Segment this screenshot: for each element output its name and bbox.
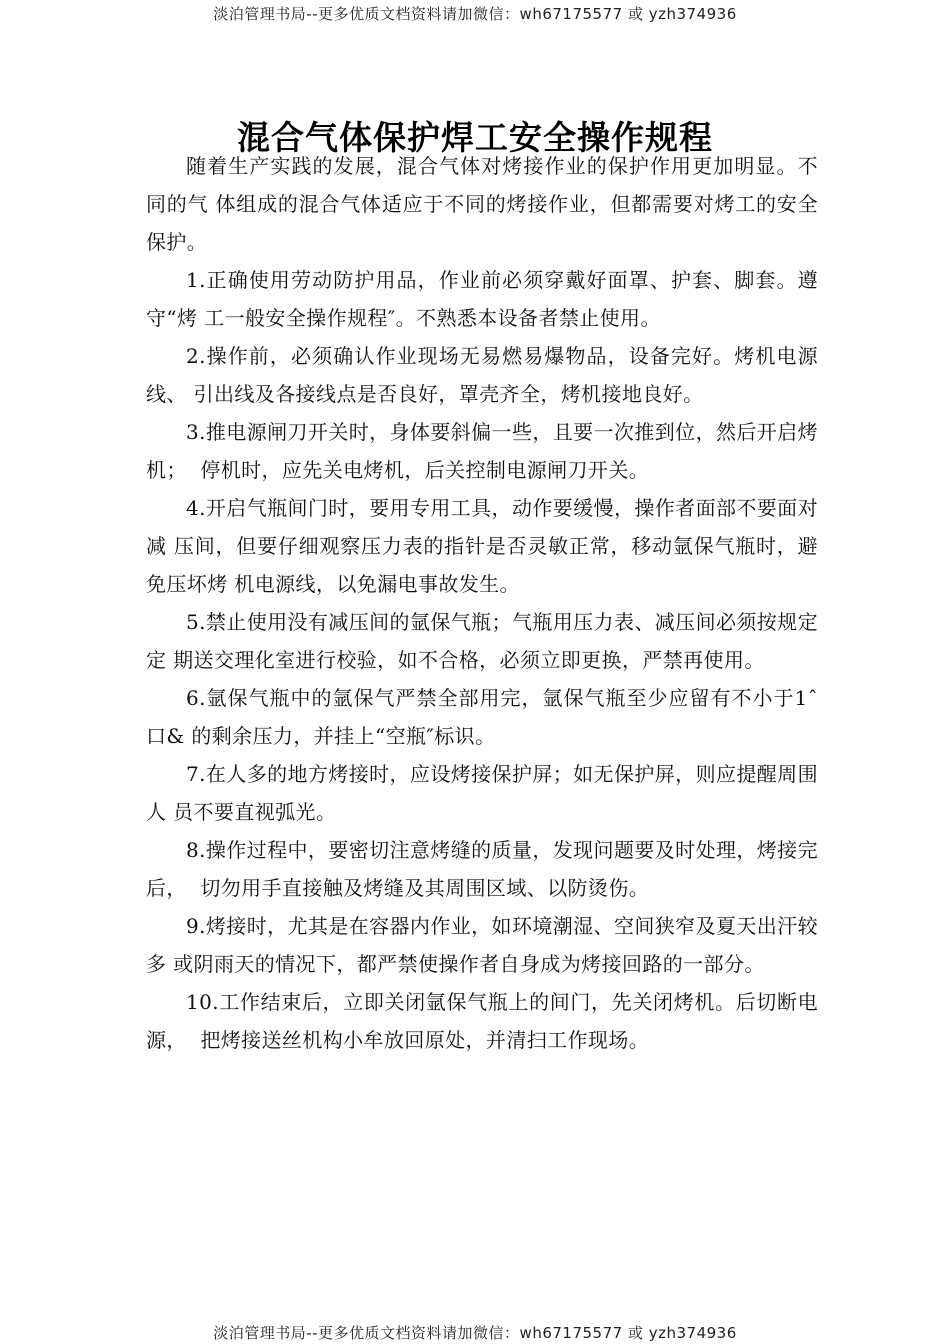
rule-10-paragraph: 10.工作结束后，立即关闭氩保气瓶上的间门，先关闭烤机。后切断电源， 把烤接送丝机构小牟放回原处，并清扫工作现场。 [146, 990, 818, 1052]
rule-2-paragraph: 2.操作前，必须确认作业现场无易燃易爆物品，设备完好。烤机电源线、 引出线及各接线点是否良好，罩壳齐全，烤机接地良好。 [146, 344, 818, 406]
rule-9-paragraph: 9.烤接时，尤其是在容器内作业，如环境潮湿、空间狭窄及夏天出汗较多 或阴雨天的情况下，都严禁使操作者自身成为烤接回路的一部分。 [146, 914, 818, 976]
rule-8-paragraph: 8.操作过程中，要密切注意烤缝的质量，发现问题要及时处理，烤接完后， 切勿用手直接触及烤缝及其周围区域、以防烫伤。 [146, 838, 818, 900]
document-body [146, 147, 818, 1059]
rule-6-paragraph: 6.氩保气瓶中的氩保气严禁全部用完，氩保气瓶至少应留有不小于1ˆ口& 的剩余压力，并挂上“空瓶″标识。 [146, 686, 818, 748]
page-header: 淡泊管理书局--更多优质文档资料请加微信：wh67175577 或 yzh374936 [213, 5, 737, 23]
intro-paragraph: 随着生产实践的发展，混合气体对烤接作业的保护作用更加明显。不同的气 体组成的混合气体适应于不同的烤接作业，但都需要对烤工的安全保护。 [146, 154, 818, 254]
page-footer: 淡泊管理书局--更多优质文档资料请加微信：wh67175577 或 yzh374936 [213, 1324, 737, 1342]
rule-1-paragraph: 1.正确使用劳动防护用品，作业前必须穿戴好面罩、护套、脚套。遵守“烤 工一般安全操作规程″。不熟悉本设备者禁止使用。 [146, 268, 818, 330]
document-title: 混合气体保护焊工安全操作规程 [237, 118, 713, 158]
rule-7-paragraph: 7.在人多的地方烤接时，应设烤接保护屏；如无保护屏，则应提醒周围人 员不要直视弧光。 [146, 762, 818, 824]
rule-4-paragraph: 4.开启气瓶间门时，要用专用工具，动作要缓慢，操作者面部不要面对减 压间，但要仔细观察压力表的指针是否灵敏正常，移动氩保气瓶时，避免压坏烤 机电源线，以免漏电事故发生。 [146, 496, 818, 596]
rule-5-paragraph: 5.禁止使用没有减压间的氩保气瓶；气瓶用压力表、减压间必须按规定定 期送交理化室进行校验，如不合格，必须立即更换，严禁再使用。 [146, 610, 818, 672]
rule-3-paragraph: 3.推电源闸刀开关时，身体要斜偏一些，且要一次推到位，然后开启烤机； 停机时，应先关电烤机，后关控制电源闸刀开关。 [146, 420, 818, 482]
